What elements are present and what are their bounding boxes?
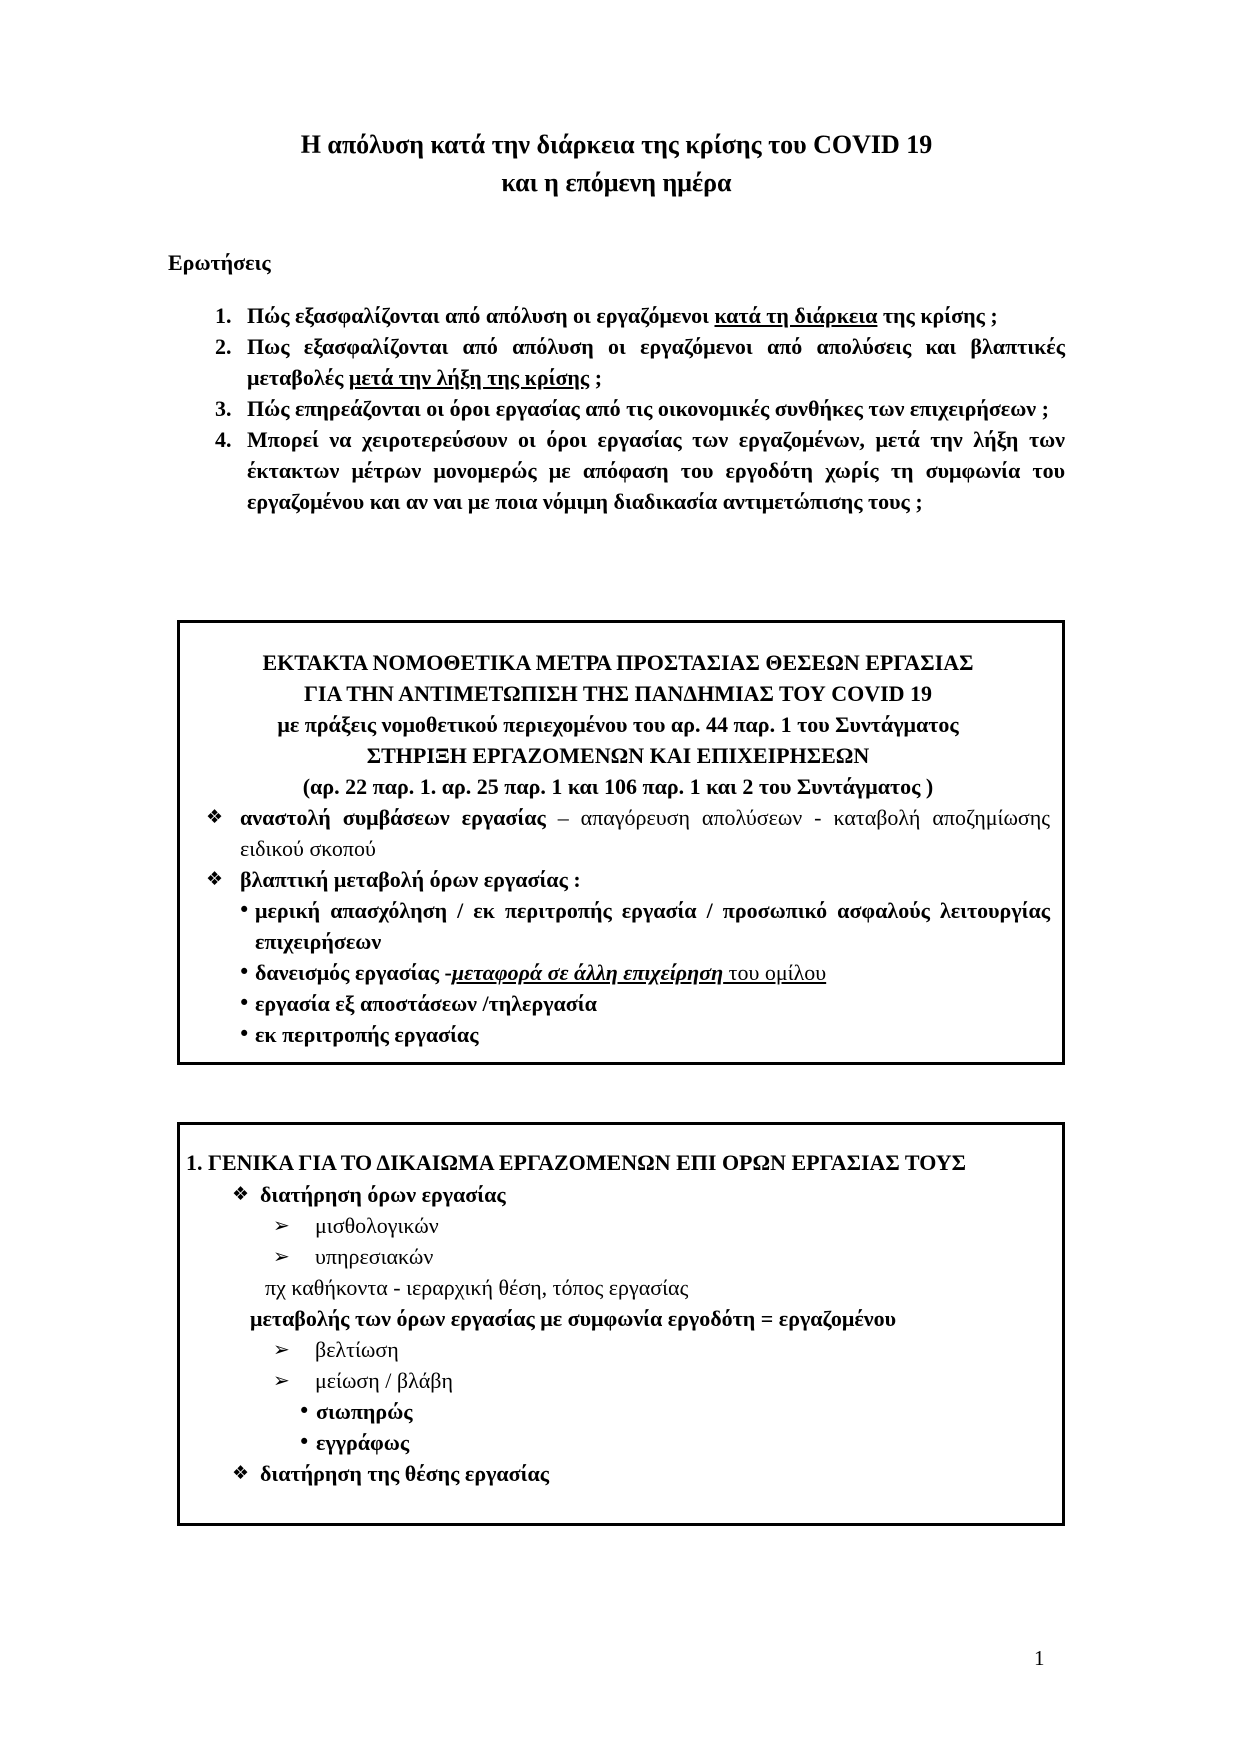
general-sub-item-text: βελτίωση (315, 1337, 399, 1362)
general-agreement-line: μεταβολής των όρων εργασίας με συμφωνία εργοδότη = εργαζομένου (250, 1306, 897, 1331)
measures-item-suspension (206, 802, 1050, 864)
diamond-bullet-icon: ❖ (232, 1183, 250, 1205)
general-item-text: διατήρηση της θέσης εργασίας (260, 1461, 550, 1486)
general-sub-item-text: μείωση / βλάβη (315, 1368, 453, 1393)
general-item-position-retention (232, 1458, 1050, 1489)
question-number: 3. (215, 396, 232, 421)
arrow-bullet-icon: ➢ (273, 1244, 290, 1268)
general-sub-item-reduction (273, 1365, 1050, 1396)
question-text: Μπορεί να χειροτερεύσουν οι όροι εργασίας των εργαζομένων, μετά την λήξη των έκτακτων μέτρων μονομερώς με απόφαση του εργοδότη χωρίς τη συμφωνία του εργαζομένου και αν ναι με ποια νόμιμη διαδικασία αντιμετώπισης τους ; (247, 427, 1065, 514)
measures-bullet-rotation-work (238, 1019, 1050, 1050)
general-sub-item-service (273, 1241, 1050, 1272)
measures-heading-line-4: ΣΤΗΡΙΞΗ ΕΡΓΑΖΟΜΕΝΩΝ ΚΑΙ ΕΠΙΧΕΙΡΗΣΕΩΝ (366, 743, 870, 768)
emergency-measures-box (177, 620, 1065, 1065)
dot-bullet-icon: • (298, 1399, 311, 1423)
page-title-line-1: Η απόλυση κατά την διάρκεια της κρίσης του COVID 19 (300, 130, 933, 159)
arrow-bullet-icon: ➢ (273, 1368, 290, 1392)
measures-bullet-lending (238, 957, 1050, 988)
general-note: πχ καθήκοντα - ιεραρχική θέση, τόπος εργασίας (265, 1275, 689, 1300)
general-item-terms-retention (232, 1179, 1050, 1210)
question-item (215, 424, 1065, 517)
measures-item-text: βλαπτική μεταβολή όρων εργασίας : (240, 867, 581, 892)
measures-bullet-text: δανεισμός εργασίας -μεταφορά σε άλλη επιχείρηση του ομίλου (255, 960, 827, 985)
question-item (215, 300, 1065, 331)
arrow-bullet-icon: ➢ (273, 1213, 290, 1237)
question-text: Πώς επηρεάζονται οι όροι εργασίας από τις οικονομικές συνθήκες των επιχειρήσεων ; (247, 396, 1049, 421)
page-number: 1 (1034, 1646, 1045, 1670)
measures-bullet-text: εκ περιτροπής εργασίας (255, 1022, 479, 1047)
measures-bullet-remote-work (238, 988, 1050, 1019)
dot-bullet-icon: • (238, 960, 251, 984)
dot-bullet-icon: • (238, 898, 251, 922)
measures-heading-line-5: (αρ. 22 παρ. 1. αρ. 25 παρ. 1 και 106 παρ. 1 και 2 του Συντάγματος ) (302, 774, 934, 799)
general-inner-bullet-text: σιωπηρώς (316, 1399, 413, 1424)
questions-heading: Ερωτήσεις (168, 250, 271, 275)
measures-item-detrimental-change (206, 864, 1050, 895)
general-sub-item-salary (273, 1210, 1050, 1241)
dot-bullet-icon: • (238, 991, 251, 1015)
arrow-bullet-icon: ➢ (273, 1337, 290, 1361)
general-sub-item-text: υπηρεσιακών (315, 1244, 434, 1269)
measures-bullet-text: εργασία εξ αποστάσεων /τηλεργασία (255, 991, 597, 1016)
measures-heading-line-2: ΓΙΑ ΤΗΝ ΑΝΤΙΜΕΤΩΠΙΣΗ ΤΗΣ ΠΑΝΔΗΜΙΑΣ ΤΟΥ COVID 19 (303, 681, 933, 706)
general-inner-bullet-text: εγγράφως (316, 1430, 410, 1455)
question-number: 4. (215, 427, 232, 452)
measures-heading-line-1: ΕΚΤΑΚΤΑ ΝΟΜΟΘΕΤΙΚΑ ΜΕΤΡΑ ΠΡΟΣΤΑΣΙΑΣ ΘΕΣΕΩΝ ΕΡΓΑΣΙΑΣ (262, 650, 974, 675)
page-title (168, 126, 1065, 202)
question-item (215, 331, 1065, 393)
question-number: 2. (215, 334, 232, 359)
general-inner-bullet-written (298, 1427, 1050, 1458)
measures-item-text: αναστολή συμβάσεων εργασίας – απαγόρευση απολύσεων - καταβολή αποζημίωσης ειδικού σκοπού (240, 805, 1050, 861)
underlined-phrase: μεταφορά σε άλλη επιχείρηση του ομίλου (451, 960, 827, 985)
diamond-bullet-icon: ❖ (232, 1462, 250, 1484)
diamond-bullet-icon: ❖ (206, 868, 224, 890)
measures-heading-line-3: με πράξεις νομοθετικού περιεχομένου του αρ. 44 παρ. 1 του Συντάγματος (277, 712, 959, 737)
general-item-text: διατήρηση όρων εργασίας (260, 1182, 506, 1207)
dot-bullet-icon: • (238, 1022, 251, 1046)
underlined-phrase: μετά την λήξη της κρίσης (348, 365, 590, 390)
page-title-line-2: και η επόμενη ημέρα (501, 168, 732, 197)
measures-bullet-text: μερική απασχόληση / εκ περιτροπής εργασία / προσωπικό ασφαλούς λειτουργίας επιχειρήσεων (255, 898, 1050, 954)
question-text: Πως εξασφαλίζονται από απόλυση οι εργαζόμενοι από απολύσεις και βλαπτικές μεταβολές μετά την λήξη της κρίσης ; (247, 334, 1065, 390)
general-rights-box (177, 1122, 1065, 1526)
underlined-phrase: κατά τη διάρκεια (714, 303, 878, 328)
dot-bullet-icon: • (298, 1430, 311, 1454)
general-box-heading: 1. ΓΕΝΙΚΑ ΓΙΑ ΤΟ ΔΙΚΑΙΩΜΑ ΕΡΓΑΖΟΜΕΝΩΝ ΕΠΙ ΟΡΩΝ ΕΡΓΑΣΙΑΣ ΤΟΥΣ (186, 1150, 967, 1175)
question-number: 1. (215, 303, 232, 328)
general-inner-bullet-tacit (298, 1396, 1050, 1427)
question-text: Πώς εξασφαλίζονται από απόλυση οι εργαζόμενοι κατά τη διάρκεια της κρίσης ; (247, 303, 998, 328)
diamond-bullet-icon: ❖ (206, 806, 224, 828)
general-sub-item-text: μισθολογικών (315, 1213, 439, 1238)
measures-bullet-part-time (238, 895, 1050, 957)
questions-list (168, 300, 1065, 612)
general-sub-item-improvement (273, 1334, 1050, 1365)
question-item (215, 393, 1065, 424)
